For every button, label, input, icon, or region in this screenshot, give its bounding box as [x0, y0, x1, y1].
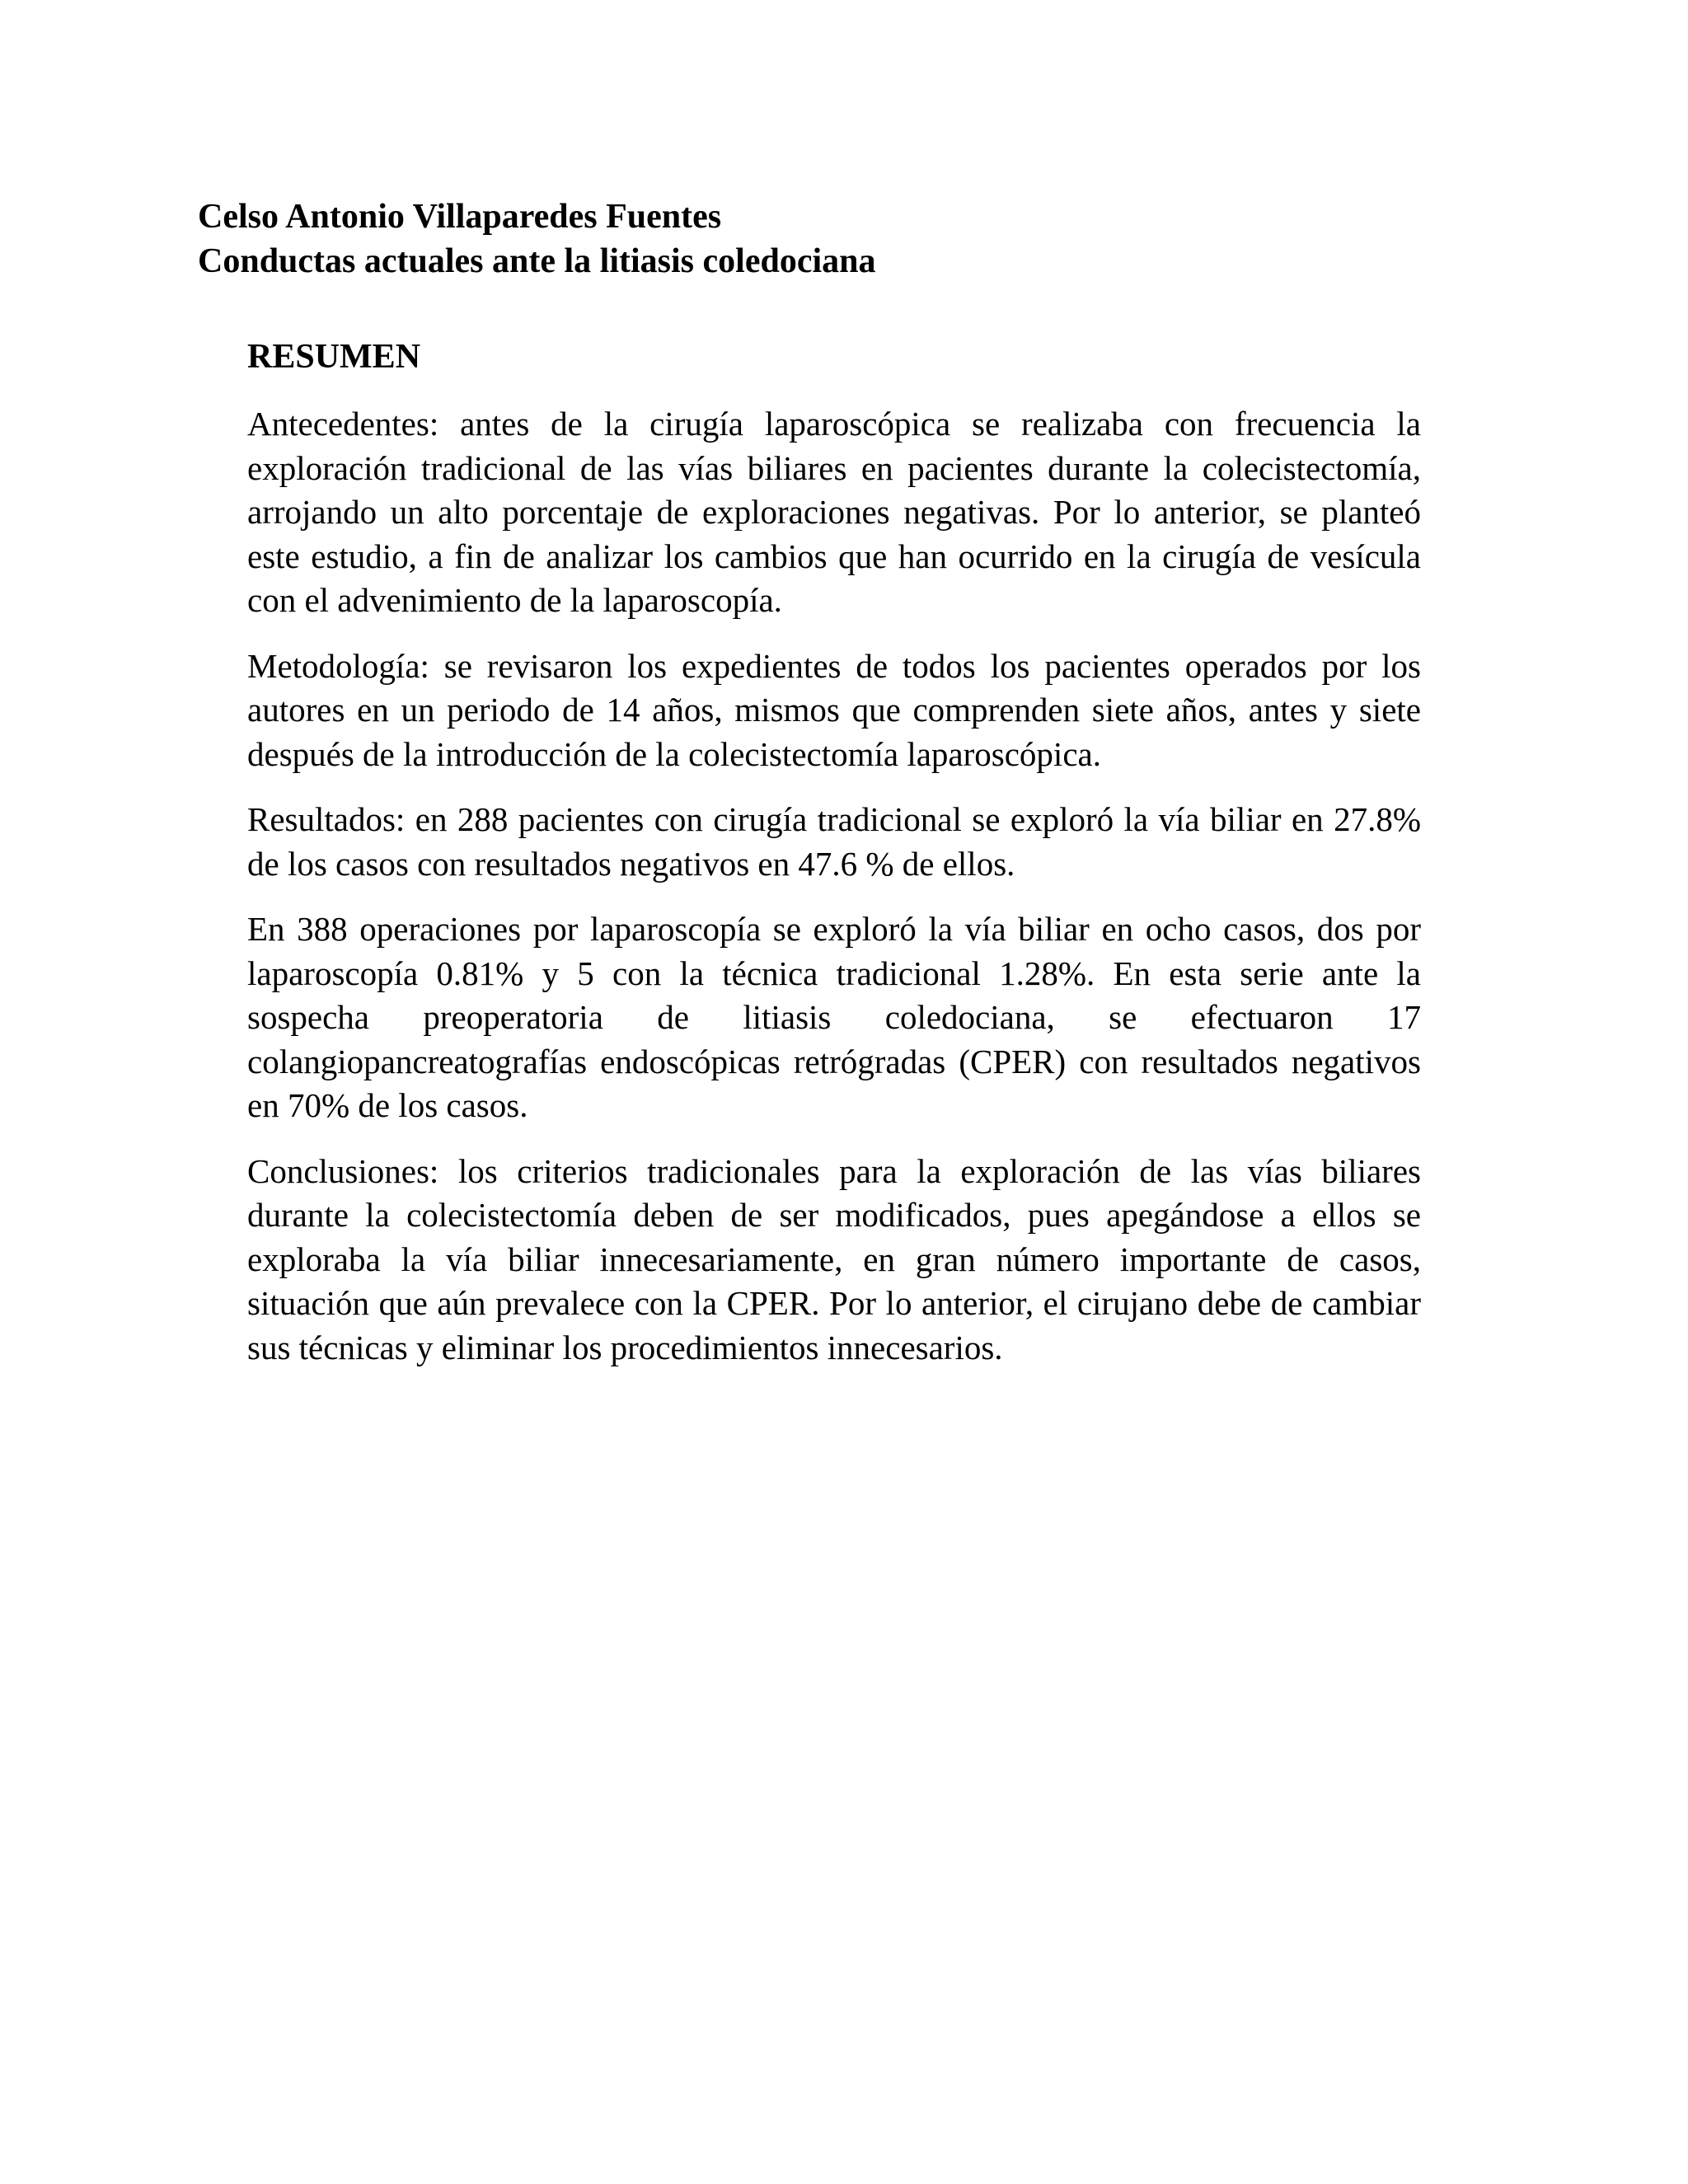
document-title: Conductas actuales ante la litiasis coledociana: [198, 242, 876, 280]
document-header: [198, 194, 1434, 284]
author-name: Celso Antonio Villaparedes Fuentes: [198, 198, 722, 236]
abstract-heading: RESUMEN: [247, 338, 421, 376]
abstract-paragraph-conclusiones: Conclusiones: los criterios tradicionales para la exploración de las vías biliares durante la colecistectomía deben de ser modificados, pues apegándose a ellos se exploraba la vía biliar innecesariamente, en gran número importante de casos, situación que aún prevalece con la CPER. Por lo anterior, el cirujano debe de cambiar sus técnicas y eliminar los procedimientos innecesarios.: [247, 1151, 1421, 1366]
abstract-paragraph-laparoscopia: En 388 operaciones por laparoscopía se exploró la vía biliar en ocho casos, dos por laparoscopía 0.81% y 5 con la técnica tradicional 1.28%. En esta serie ante la sospecha preoperatoria de litiasis coledociana, se efectuaron 17 colangiopancreatografías endoscópicas retrógradas (CPER) con resultados negativos en 70% de los casos.: [247, 910, 1421, 1124]
abstract-paragraph-resultados: Resultados: en 288 pacientes con cirugía tradicional se exploró la vía biliar en 27.8% de los casos con resultados negativos en 47.6 % de ellos.: [247, 800, 1421, 883]
abstract-section: [247, 335, 1421, 1391]
abstract-paragraph-metodologia: Metodología: se revisaron los expedientes de todos los pacientes operados por los autores en un periodo de 14 años, mismos que comprenden siete años, antes y siete después de la introducción de la colecistectomía laparoscópica.: [247, 646, 1421, 773]
abstract-paragraph-antecedentes: Antecedentes: antes de la cirugía laparoscópica se realizaba con frecuencia la exploración tradicional de las vías biliares en pacientes durante la colecistectomía, arrojando un alto porcentaje de exploraciones negativas. Por lo anterior, se planteó este estudio, a fin de analizar los cambios que han ocurrido en la cirugía de vesícula con el advenimiento de la laparoscopía.: [247, 405, 1421, 619]
